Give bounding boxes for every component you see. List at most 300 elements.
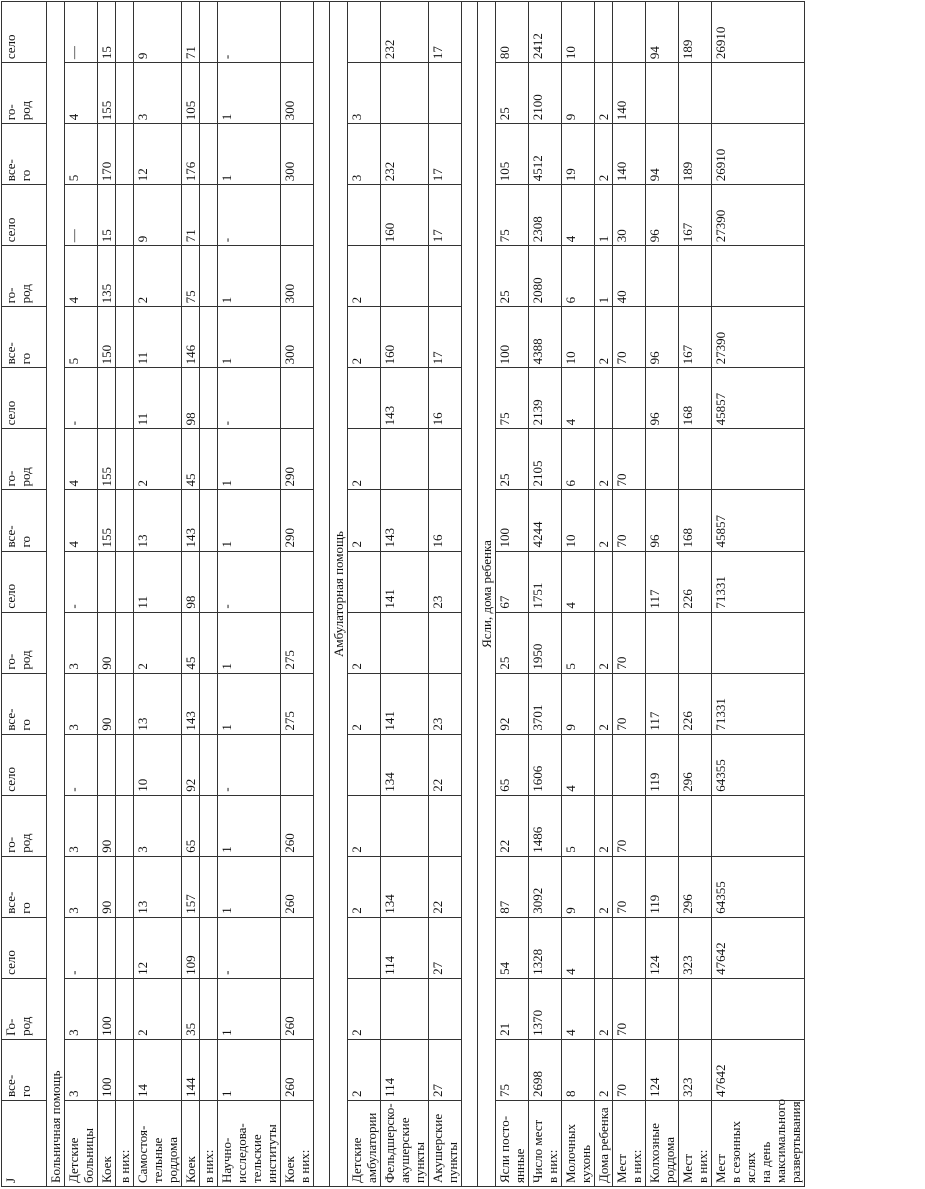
data-cell [281,368,314,429]
table-row [613,2,646,1187]
data-cell: 25 [496,429,529,490]
data-cell: 3 [134,795,182,856]
data-cell [595,2,613,63]
data-cell: 2100 [529,63,562,124]
data-cell [200,856,218,917]
data-cell: 15 [98,185,116,246]
data-cell: 1 [218,1039,281,1100]
data-cell: 22 [496,795,529,856]
row-label: Научно- исследова- тельские институты [218,1100,281,1186]
data-cell: 94 [646,2,679,63]
header-cell: все- го [2,673,47,734]
data-cell: 260 [281,856,314,917]
data-cell [613,551,646,612]
header-cell: село [2,2,47,63]
header-cell: село [2,185,47,246]
data-cell [98,551,116,612]
header-cell: село [2,551,47,612]
data-cell: 2 [348,612,381,673]
data-cell: 1 [218,63,281,124]
data-cell: 275 [281,673,314,734]
data-cell: 8 [562,1039,595,1100]
data-cell: 92 [496,673,529,734]
row-label: Акушерские пункты [429,1100,462,1186]
data-cell: 5 [562,795,595,856]
data-cell: 1 [218,795,281,856]
data-cell: 189 [679,2,712,63]
data-cell [679,612,712,673]
data-cell: 64355 [712,856,805,917]
data-cell: 114 [381,1039,429,1100]
table-row [348,2,381,1187]
data-cell: 1328 [529,917,562,978]
data-cell: 3 [134,63,182,124]
data-cell: 2 [595,795,613,856]
data-cell: 70 [613,1039,646,1100]
data-cell [98,917,116,978]
data-cell: 17 [429,124,462,185]
data-cell [116,368,134,429]
header-cell: го- род [2,429,47,490]
data-cell: 2 [595,429,613,490]
data-cell: 1 [218,856,281,917]
data-cell: 1 [218,612,281,673]
data-cell [679,978,712,1039]
table-row [218,2,281,1187]
data-cell [348,734,381,795]
data-cell [116,246,134,307]
data-cell: 12 [134,124,182,185]
data-cell: 9 [134,185,182,246]
data-cell: 290 [281,490,314,551]
data-cell: 35 [182,978,200,1039]
data-cell: 3 [65,795,98,856]
row-label: Детские амбулатории [348,1100,381,1186]
data-cell: 19 [562,124,595,185]
data-cell [646,978,679,1039]
data-cell [116,856,134,917]
header-cell: го- род [2,612,47,673]
data-cell: 143 [182,673,200,734]
data-cell [712,612,805,673]
data-cell [381,63,429,124]
section-title-row [478,2,496,1187]
data-cell [595,917,613,978]
data-cell: 70 [613,307,646,368]
data-cell: 109 [182,917,200,978]
data-cell: 4 [65,246,98,307]
data-cell [679,795,712,856]
data-cell: 9 [562,63,595,124]
data-cell [679,63,712,124]
data-cell [381,612,429,673]
data-cell: 27 [429,917,462,978]
data-cell: 100 [496,490,529,551]
data-cell [646,429,679,490]
header-cell: го- род [2,795,47,856]
data-cell [281,551,314,612]
data-cell [200,612,218,673]
table-row [496,2,529,1187]
table-row [200,2,218,1187]
data-cell [381,429,429,490]
row-label: Ясли посто- янные [496,1100,529,1186]
data-cell [116,673,134,734]
data-cell: 70 [613,490,646,551]
data-cell: 21 [496,978,529,1039]
data-cell [116,795,134,856]
data-cell: 70 [613,856,646,917]
data-cell: 26910 [712,2,805,63]
data-cell [116,63,134,124]
data-cell [429,978,462,1039]
data-cell: 75 [496,368,529,429]
data-cell: 4 [562,917,595,978]
data-cell [116,551,134,612]
data-cell: 16 [429,368,462,429]
data-cell: 13 [134,490,182,551]
data-cell: 2 [595,63,613,124]
data-cell: 1 [218,246,281,307]
data-cell: — [65,185,98,246]
data-cell: 17 [429,185,462,246]
data-cell [712,246,805,307]
data-cell: 4244 [529,490,562,551]
data-cell [116,429,134,490]
data-cell: 2 [348,795,381,856]
data-cell: 3 [348,63,381,124]
data-cell: 2 [595,612,613,673]
data-cell: 117 [646,673,679,734]
data-cell: 13 [134,673,182,734]
data-cell: 1486 [529,795,562,856]
data-cell: 17 [429,2,462,63]
data-cell: 2412 [529,2,562,63]
data-cell: 70 [613,795,646,856]
data-cell [200,673,218,734]
data-cell: 16 [429,490,462,551]
data-cell [429,429,462,490]
header-cell: все- го [2,490,47,551]
corner-mark: J [2,1100,47,1186]
data-cell [98,368,116,429]
data-cell: 140 [613,63,646,124]
data-cell: 5 [562,612,595,673]
divider-cell [462,2,478,1187]
data-cell: 146 [182,307,200,368]
data-cell: - [218,2,281,63]
data-cell: 143 [182,490,200,551]
table-row [65,2,98,1187]
section-title: Ясли, дома ребенка [478,2,496,1187]
data-cell: 9 [134,2,182,63]
header-cell: все- го [2,124,47,185]
data-cell: 323 [679,917,712,978]
data-cell [200,917,218,978]
data-cell: 2 [348,856,381,917]
data-cell: 2 [595,673,613,734]
data-cell: - [218,368,281,429]
data-cell [712,63,805,124]
row-label: Колхозные роддома [646,1100,679,1186]
header-cell: все- го [2,307,47,368]
data-cell: 3 [348,124,381,185]
data-cell: 64355 [712,734,805,795]
data-cell: 2 [595,124,613,185]
divider-cell [314,2,330,1187]
data-cell: 4 [562,551,595,612]
data-cell: 54 [496,917,529,978]
data-cell [116,978,134,1039]
data-cell [646,63,679,124]
data-cell: 14 [134,1039,182,1100]
data-cell: 1606 [529,734,562,795]
data-cell: 4 [65,63,98,124]
data-cell [613,368,646,429]
data-cell: 70 [613,978,646,1039]
data-cell: 11 [134,551,182,612]
data-cell: 1370 [529,978,562,1039]
data-cell: 2 [134,978,182,1039]
row-label: Коек в них: [281,1100,314,1186]
row-label: Мест в них: [613,1100,646,1186]
data-cell: 25 [496,246,529,307]
data-cell: 1 [595,185,613,246]
data-cell [595,551,613,612]
header-cell: село [2,734,47,795]
data-cell: 11 [134,307,182,368]
statistics-table [1,1,805,1187]
data-cell: 124 [646,917,679,978]
data-cell [429,612,462,673]
table-row [116,2,134,1187]
data-cell: 189 [679,124,712,185]
header-cell: все- го [2,856,47,917]
data-cell [200,490,218,551]
data-cell: 65 [182,795,200,856]
table-row [281,2,314,1187]
data-cell: 87 [496,856,529,917]
data-cell [200,246,218,307]
data-cell: 9 [562,856,595,917]
data-cell [116,917,134,978]
data-cell: 1950 [529,612,562,673]
row-label: Мест в них: [679,1100,712,1186]
table-body [47,2,805,1187]
data-cell: 100 [98,978,116,1039]
data-cell: - [65,734,98,795]
data-cell: 70 [613,429,646,490]
header-row [2,2,47,1187]
data-cell [679,429,712,490]
table-row [381,2,429,1187]
data-cell [116,307,134,368]
data-cell: 23 [429,551,462,612]
data-cell: 4 [562,368,595,429]
data-cell: 3092 [529,856,562,917]
row-label: Самостоя- тельные роддома [134,1100,182,1186]
data-cell: - [218,734,281,795]
data-cell: 114 [381,917,429,978]
data-cell [200,307,218,368]
data-cell: 25 [496,612,529,673]
data-cell [348,2,381,63]
data-cell: 1 [595,246,613,307]
data-cell [116,490,134,551]
data-cell: 226 [679,673,712,734]
data-cell: 2 [595,978,613,1039]
header-cell: все- го [2,1039,47,1100]
data-cell: 3701 [529,673,562,734]
data-cell: 27390 [712,185,805,246]
data-cell: 45857 [712,368,805,429]
data-cell: 10 [562,307,595,368]
data-cell: 15 [98,2,116,63]
data-cell: 3 [65,612,98,673]
data-cell: 2 [595,1039,613,1100]
data-cell: 2080 [529,246,562,307]
data-cell: 80 [496,2,529,63]
table-row [712,2,805,1187]
row-label: в них: [116,1100,134,1186]
data-cell: - [65,551,98,612]
data-cell: - [218,551,281,612]
data-cell: - [218,185,281,246]
data-cell: 40 [613,246,646,307]
data-cell: - [65,368,98,429]
data-cell: 232 [381,124,429,185]
data-cell: 3 [65,856,98,917]
data-cell: 260 [281,978,314,1039]
table-row [529,2,562,1187]
data-cell: 2308 [529,185,562,246]
data-cell: 12 [134,917,182,978]
data-cell: 2 [348,673,381,734]
data-cell: 2 [348,246,381,307]
data-cell: 2 [595,307,613,368]
data-cell: 2105 [529,429,562,490]
data-cell: 260 [281,795,314,856]
data-cell: 167 [679,185,712,246]
data-cell: 2 [595,856,613,917]
data-cell: 300 [281,246,314,307]
data-cell: 4 [562,734,595,795]
data-cell: 67 [496,551,529,612]
data-cell: 71331 [712,673,805,734]
data-cell [595,368,613,429]
data-cell: 4 [65,490,98,551]
data-cell [116,612,134,673]
data-cell: 10 [562,490,595,551]
data-cell: 94 [646,124,679,185]
data-cell: 45 [182,612,200,673]
row-label: Коек [182,1100,200,1186]
data-cell: 143 [381,490,429,551]
data-cell [116,1039,134,1100]
data-cell: 170 [98,124,116,185]
data-cell: 1 [218,429,281,490]
data-cell [200,124,218,185]
data-cell: 3 [65,673,98,734]
data-cell [646,612,679,673]
data-cell: 232 [381,2,429,63]
data-cell: 134 [381,856,429,917]
table-row [134,2,182,1187]
data-cell: 167 [679,307,712,368]
data-cell [712,978,805,1039]
data-cell: 2698 [529,1039,562,1100]
data-cell: 2 [348,307,381,368]
data-cell: 2 [134,429,182,490]
data-cell [429,795,462,856]
data-cell: 176 [182,124,200,185]
data-cell: 155 [98,490,116,551]
data-cell [200,63,218,124]
data-cell [429,246,462,307]
data-cell: 90 [98,856,116,917]
data-cell [116,185,134,246]
data-cell: 47642 [712,1039,805,1100]
data-cell [200,1039,218,1100]
data-cell: 300 [281,307,314,368]
data-cell: 92 [182,734,200,795]
data-cell: 141 [381,673,429,734]
data-cell: 45857 [712,490,805,551]
data-cell: 13 [134,856,182,917]
table-row [429,2,462,1187]
data-cell: - [218,917,281,978]
table-row [595,2,613,1187]
data-cell: 3 [65,1039,98,1100]
data-cell [646,795,679,856]
data-cell [281,185,314,246]
data-cell: 290 [281,429,314,490]
data-cell: 11 [134,368,182,429]
data-cell: 157 [182,856,200,917]
data-cell: 10 [134,734,182,795]
data-cell [348,917,381,978]
data-cell: 47642 [712,917,805,978]
data-cell [613,2,646,63]
data-cell: 9 [562,673,595,734]
data-cell: 124 [646,1039,679,1100]
data-cell: 2 [348,490,381,551]
data-cell: 23 [429,673,462,734]
data-cell: 96 [646,185,679,246]
row-label: Коек [98,1100,116,1186]
section-title: Амбулаторная помощь [330,2,348,1187]
data-cell: 323 [679,1039,712,1100]
section-divider [462,2,478,1187]
data-cell [381,795,429,856]
data-cell [116,734,134,795]
header-cell: го- род [2,63,47,124]
data-cell [200,551,218,612]
data-cell: 5 [65,307,98,368]
data-cell: 1751 [529,551,562,612]
data-cell: 296 [679,856,712,917]
table-row [679,2,712,1187]
data-cell: 4 [65,429,98,490]
data-cell: 70 [613,612,646,673]
data-cell [200,368,218,429]
data-cell: 75 [496,1039,529,1100]
row-label: Мест в сезонных яслях на день максимального развертывания [712,1100,805,1186]
data-cell: - [65,917,98,978]
data-cell [679,246,712,307]
data-cell [200,185,218,246]
data-cell [281,917,314,978]
